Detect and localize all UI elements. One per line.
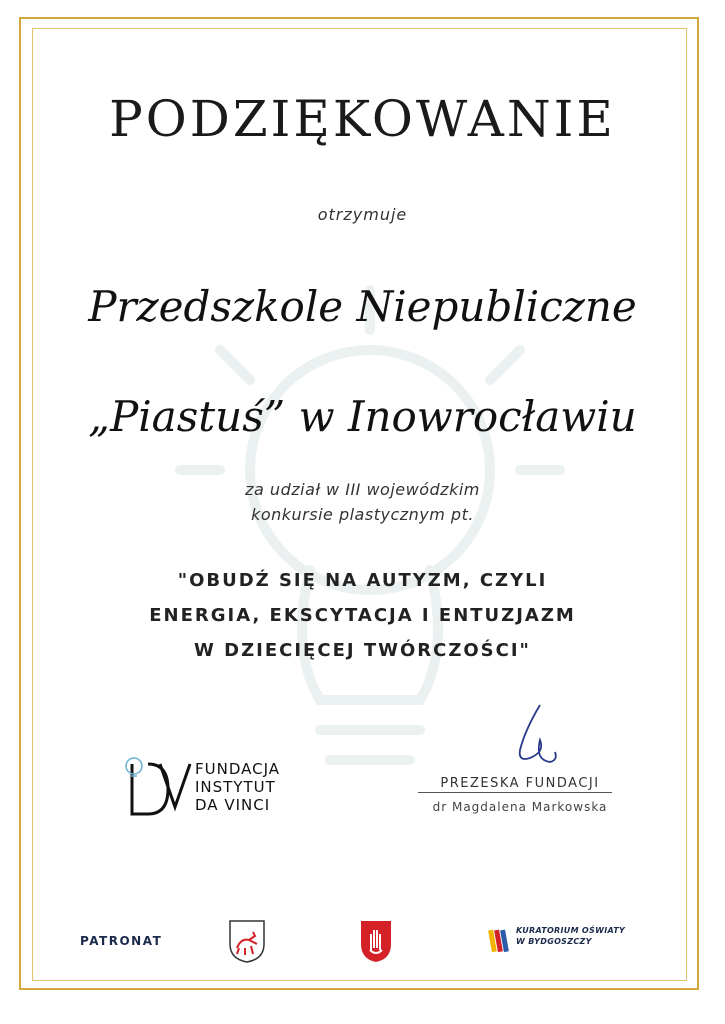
signatory-name: dr Magdalena Markowska [432, 800, 608, 814]
books-logo-icon [488, 924, 512, 956]
kuratorium-line-2: W BYDGOSZCZY [516, 937, 592, 946]
recipient-line-1: Przedszkole Niepubliczne [88, 282, 637, 331]
participation-line-1: za udział w III wojewódzkim [245, 480, 480, 499]
signatory-title: PREZESKA FUNDACJI [440, 776, 600, 791]
handwritten-signature [500, 700, 570, 780]
deer-crest-icon [227, 918, 267, 964]
kuratorium-line-1: KURATORIUM OŚWIATY [516, 926, 626, 935]
patronage-label: PATRONAT [80, 934, 163, 948]
hand-crest-icon [358, 918, 394, 964]
contest-title-line-3: W DZIECIĘCEJ TWÓRCZOŚCI" [194, 640, 531, 661]
receives-label: otrzymuje [317, 205, 408, 224]
kuratorium-logo-text [516, 925, 625, 947]
recipient-line-2: „Piastuś” w Inowrocławiu [88, 392, 637, 441]
foundation-logo-line-3: DA VINCI [195, 796, 271, 814]
foundation-logo-text [195, 760, 280, 814]
contest-title-line-2: ENERGIA, EKSCYTACJA I ENTUZJAZM [149, 605, 576, 626]
contest-title-line-1: "OBUDŹ SIĘ NA AUTYZM, CZYLI [177, 570, 548, 591]
certificate-title: PODZIĘKOWANIE [109, 90, 616, 148]
signature-line [418, 792, 612, 793]
participation-line-2: konkursie plastycznym pt. [251, 505, 474, 524]
foundation-logo-line-1: FUNDACJA [195, 760, 281, 778]
foundation-logo-line-2: INSTYTUT [195, 778, 276, 796]
